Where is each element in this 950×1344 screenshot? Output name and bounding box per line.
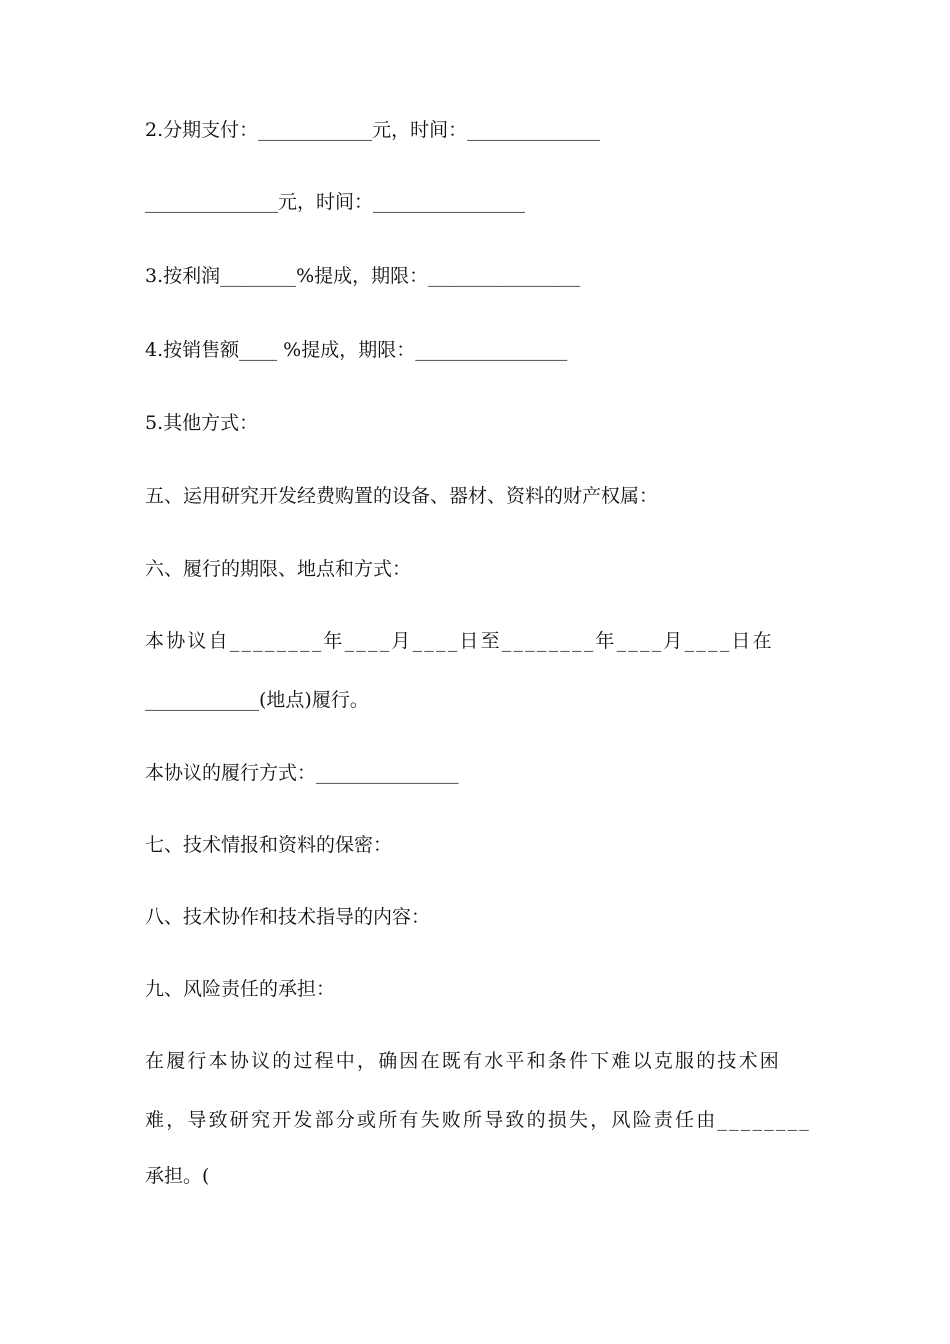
section-eight-heading: 八、技术协作和技术指导的内容：: [145, 906, 431, 928]
performance-method-line: 本协议的履行方式：_______________: [145, 762, 459, 784]
term-period-line: 本协议自________年____月____日至________年____月____日在: [145, 630, 774, 652]
risk-paragraph-line-1: 在履行本协议的过程中，确因在既有水平和条件下难以克服的技术困: [145, 1050, 782, 1072]
installment-payment-line: 2.分期支付：____________元，时间：______________: [145, 119, 601, 141]
term-location-line: ____________(地点)履行。: [145, 689, 369, 711]
section-five-heading: 五、运用研究开发经费购置的设备、器材、资料的财产权属：: [145, 485, 659, 507]
section-six-heading: 六、履行的期限、地点和方式：: [145, 558, 412, 580]
section-seven-heading: 七、技术情报和资料的保密：: [145, 834, 393, 856]
section-nine-heading: 九、风险责任的承担：: [145, 978, 336, 1000]
risk-paragraph-line-2: 难，导致研究开发部分或所有失败所导致的损失，风险责任由________: [145, 1109, 812, 1131]
sales-commission-line: 4.按销售额____ %提成，期限：________________: [145, 339, 568, 361]
risk-paragraph-line-3: 承担。(: [145, 1165, 210, 1187]
installment-payment-line-2: ______________元，时间：________________: [145, 191, 526, 213]
profit-commission-line: 3.按利润________%提成，期限：________________: [145, 265, 581, 287]
other-method-line: 5.其他方式：: [145, 412, 259, 434]
